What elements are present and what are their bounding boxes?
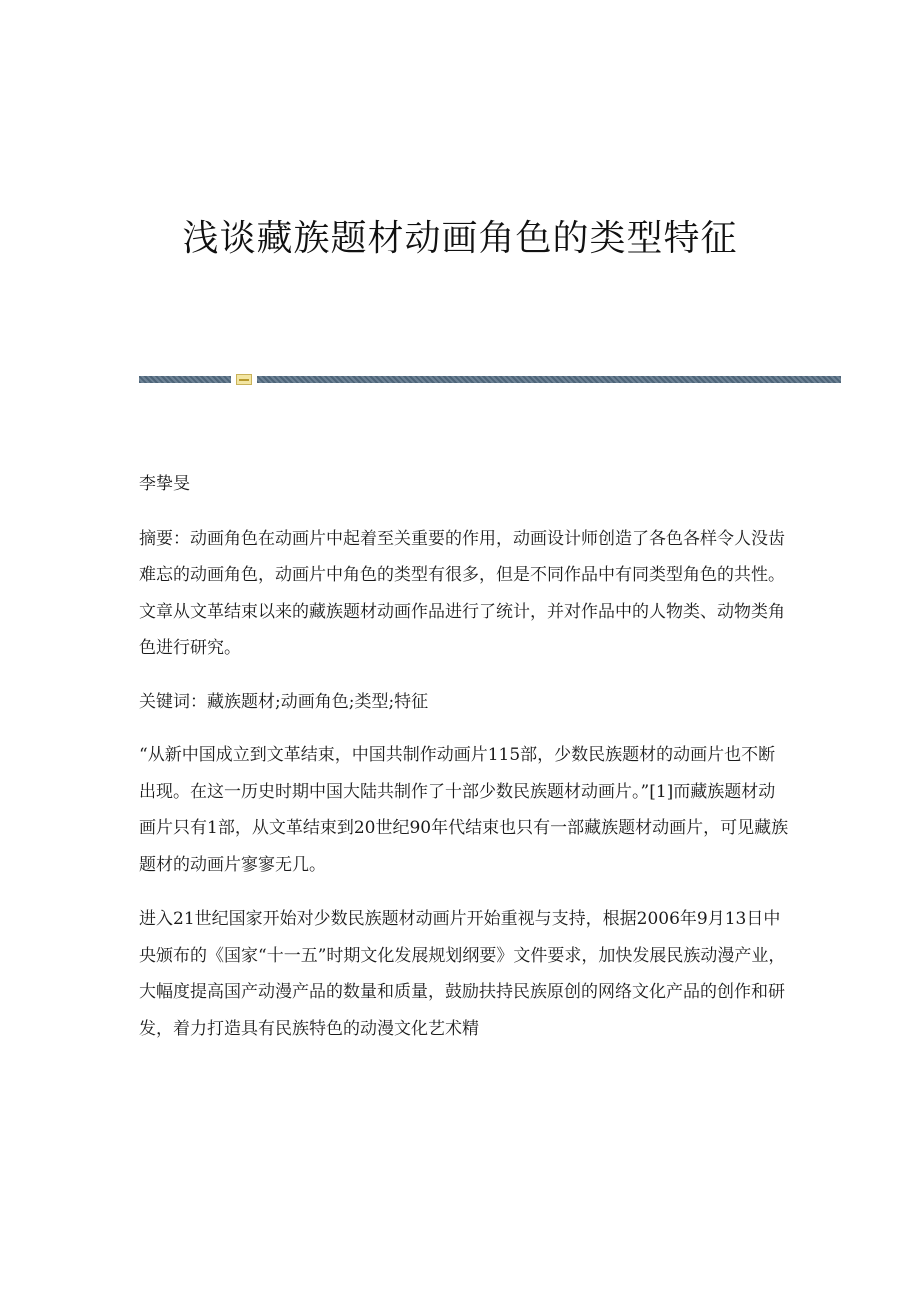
divider-bar-right	[257, 376, 841, 383]
document-title: 浅谈藏族题材动画角色的类型特征	[182, 218, 738, 259]
divider-ornament-icon	[236, 374, 252, 385]
body-paragraph-2: 进入21世纪国家开始对少数民族题材动画片开始重视与支持，根据2006年9月13日中央颁布的《国家“十一五”时期文化发展规划纲要》文件要求，加快发展民族动漫产业，大幅度提高国产动漫产品的数量和质量，鼓励扶持民族原创的网络文化产品的创作和研发，着力打造具有民族特色的动漫文化艺术精	[139, 909, 786, 1039]
abstract-paragraph: 摘要：动画角色在动画片中起着至关重要的作用，动画设计师创造了各色各样令人没齿难忘的动画角色，动画片中角色的类型有很多，但是不同作品中有同类型角色的共性。文章从文革结束以来的藏族题材动画作品进行了统计，并对作品中的人物类、动物类角色进行研究。	[139, 528, 785, 658]
keywords-line: 关键词：藏族题材;动画角色;类型;特征	[139, 691, 429, 712]
divider-bar-left	[139, 376, 231, 383]
title-divider	[139, 374, 841, 385]
document-body	[139, 466, 789, 1047]
body-paragraph-1: “从新中国成立到文革结束，中国共制作动画片115部，少数民族题材的动画片也不断出现。在这一历史时期中国大陆共制作了十部少数民族题材动画片。”[1]而藏族题材动画片只有1部，从文革结束到20世纪90年代结束也只有一部藏族题材动画片，可见藏族题材的动画片寥寥无几。	[139, 745, 789, 875]
author-name: 李挚旻	[139, 474, 190, 494]
